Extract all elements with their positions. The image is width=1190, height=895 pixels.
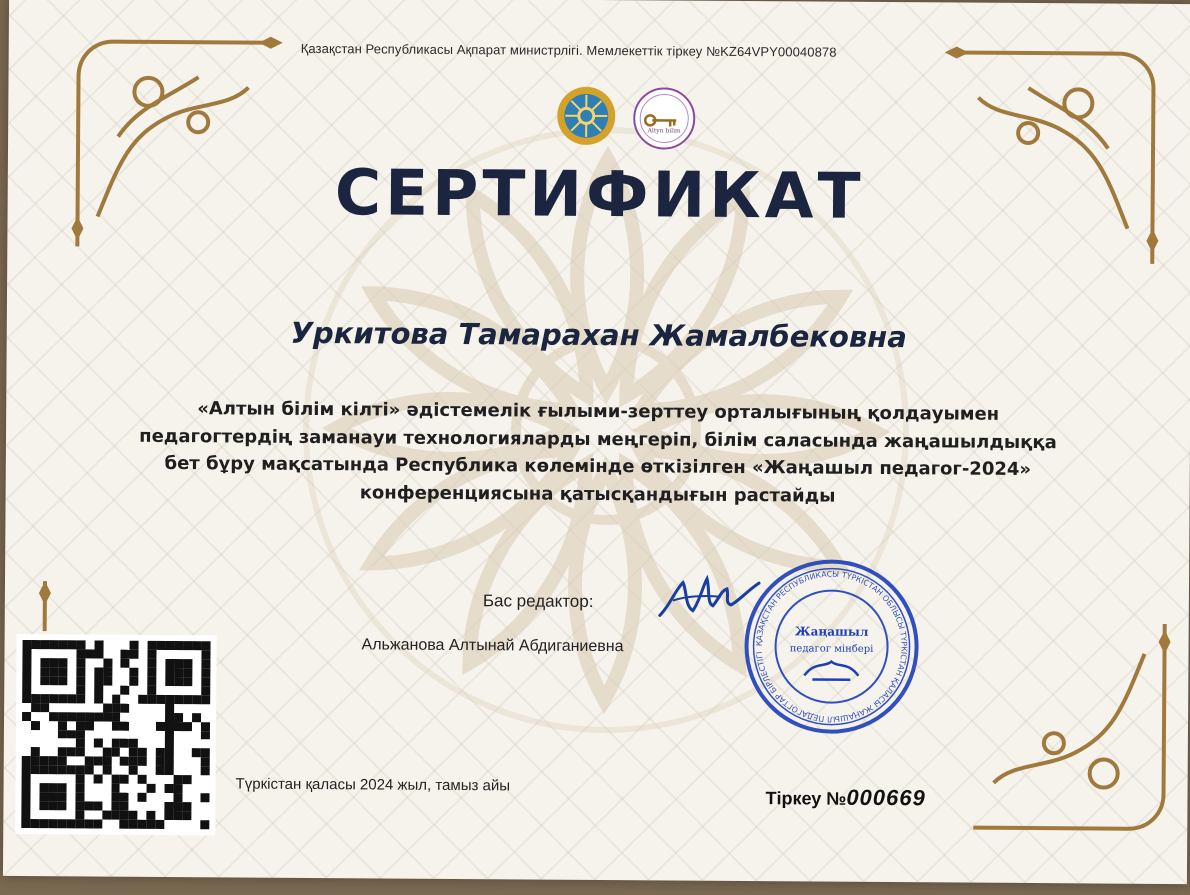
state-emblem-icon [555,85,617,147]
editor-name: Альжанова Алтынай Абдиганиевна [361,636,624,656]
editor-label: Бас редактор: [482,591,594,611]
corner-ornament-icon [15,576,75,636]
qr-code-icon[interactable] [15,634,216,835]
stamp-center-text: педагог мінбері [789,643,874,655]
place-date: Түркістан қаласы 2024 жыл, тамыз айы [235,775,511,795]
org-logo-text: Altyn bilim [647,127,681,135]
certificate-body [116,395,1081,512]
stamp-ring-text: ҚАЗАҚСТАН РЕСПУБЛИКАСЫ ТҮРКІСТАН ОБЛЫСЫ ТҮРКІСТАН ҚАЛАСЫ ЖАҢАШЫЛ ПЕДАГОГТАР БІРЛЕСТІГІ [754,569,909,724]
body-line: педагогтердің заманауи технологияларды меңгеріп, білім саласында жаңашылдыққа [139,425,1057,453]
ministry-registration-line: Қазақстан Республикасы Ақпарат министрлігі. Мемлекеттік тіркеу №KZ64VPY00040878 [300,40,837,60]
registration-label: Тіркеу № [765,788,847,809]
qr-code-grid [21,640,210,829]
certificate-paper [3,0,1190,884]
body-line: бет бұру мақсатында Республика көлемінде өткізілген «Жаңашыл педагог-2024» [164,452,1032,481]
corner-ornament-icon [963,613,1185,855]
certificate-title: СЕРТИФИКАТ [334,156,865,233]
body-line: «Алтын білім кілті» әдістемелік ғылыми-зерттеу орталығының қолдауымен [197,398,1000,425]
registration-value: 000669 [846,784,926,811]
stamp-center-text: Жаңашыл [794,624,869,639]
recipient-name: Уркитова Тамарахан Жамалбековна [290,315,907,355]
stamp-icon [742,557,921,736]
org-logo-icon [632,86,696,150]
registration-number [765,784,925,811]
body-line: конференциясына қатысқандығын растайды [359,481,836,507]
